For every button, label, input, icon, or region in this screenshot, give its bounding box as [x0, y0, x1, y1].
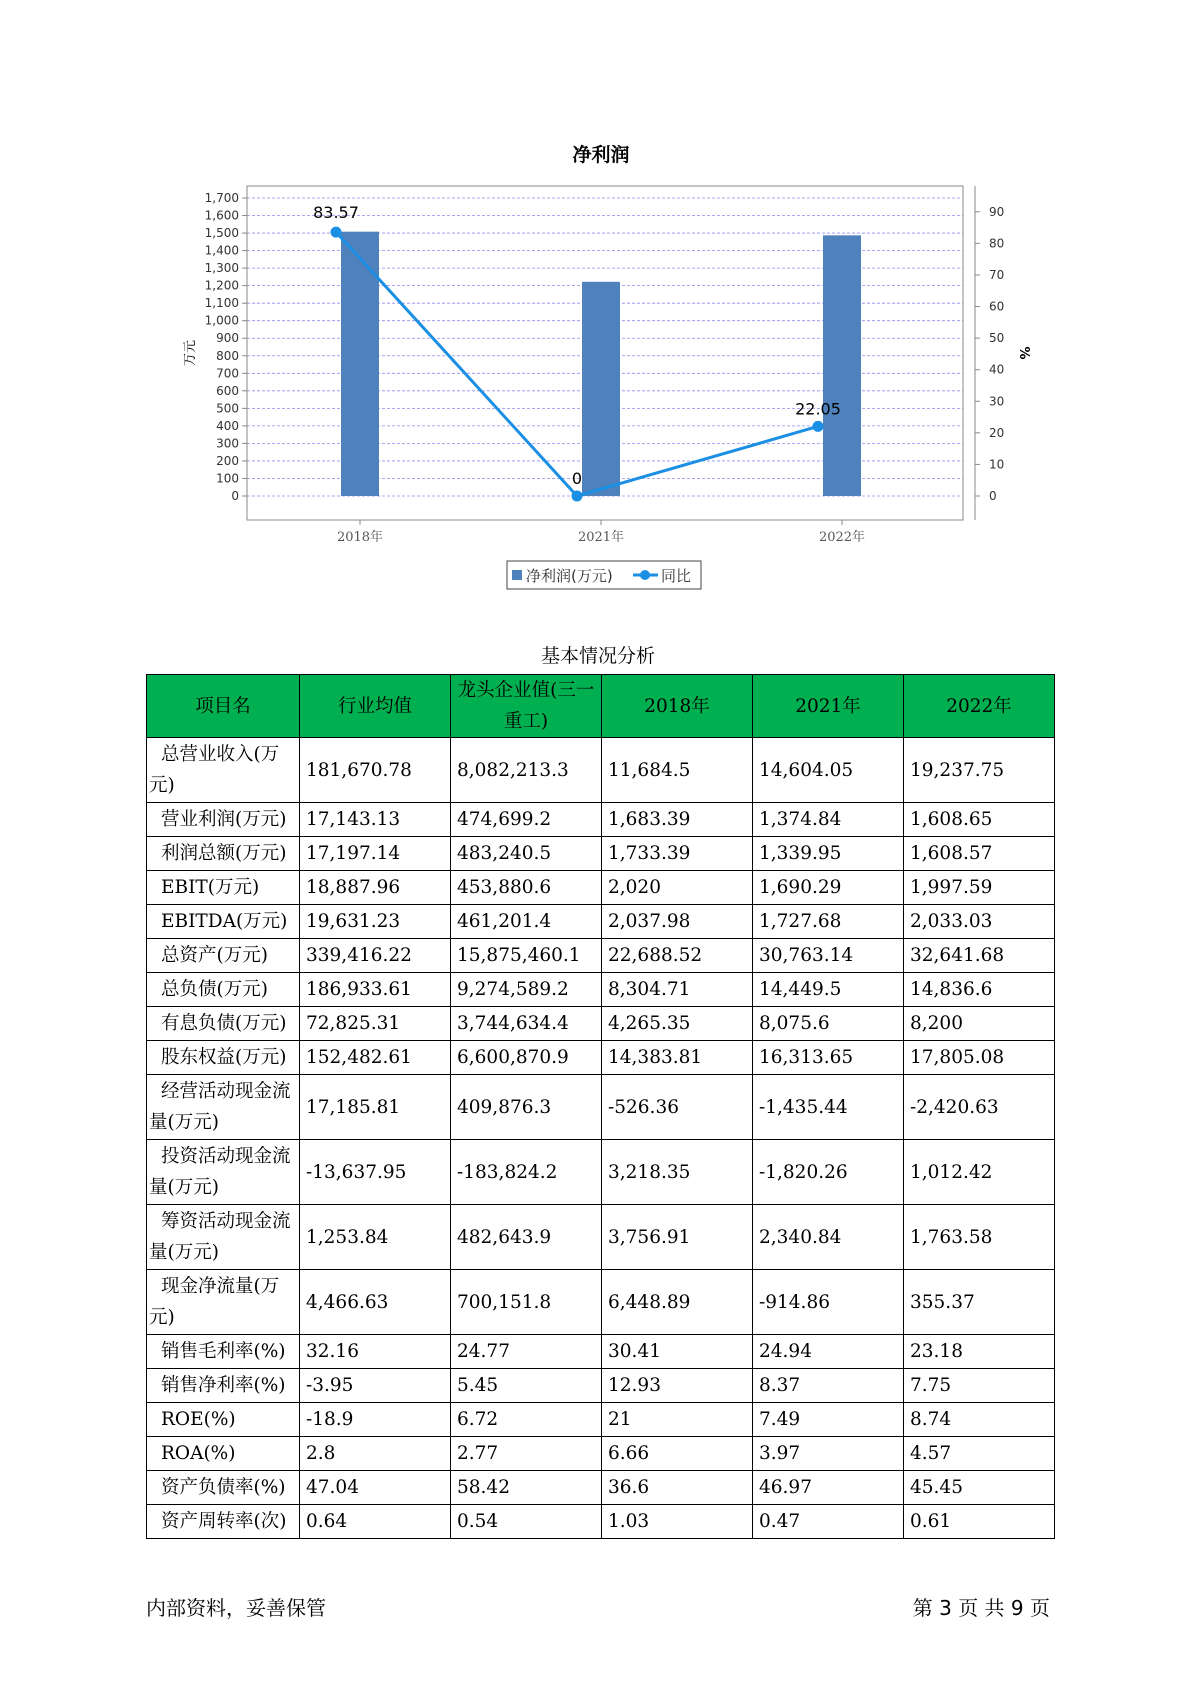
y2-tick-label: 60	[989, 299, 1005, 314]
value-cell: 12.93	[602, 1369, 753, 1403]
value-cell: 47.04	[300, 1471, 451, 1505]
y-tick-label: 100	[216, 471, 239, 486]
value-cell: 181,670.78	[300, 738, 451, 803]
basic-analysis-table	[146, 674, 1055, 1539]
table-row	[147, 738, 1055, 803]
value-cell: 453,880.6	[451, 871, 602, 905]
yoy-data-label: 0	[571, 469, 583, 488]
value-cell: 18,887.96	[300, 871, 451, 905]
legend-line-marker	[640, 570, 650, 580]
table-row	[147, 1471, 1055, 1505]
value-cell: 0.47	[753, 1505, 904, 1539]
row-label-cell: ROA(%)	[147, 1437, 300, 1471]
row-label-cell: 利润总额(万元)	[147, 837, 300, 871]
row-label-cell: EBITDA(万元)	[147, 905, 300, 939]
value-cell: 14,383.81	[602, 1041, 753, 1075]
value-cell: 2.8	[300, 1437, 451, 1471]
yoy-data-label: 22.05	[795, 399, 841, 419]
table-row	[147, 1007, 1055, 1041]
chart-yoy-line	[313, 203, 841, 501]
row-label-cell: 销售净利率(%)	[147, 1369, 300, 1403]
value-cell: 0.54	[451, 1505, 602, 1539]
table-row	[147, 803, 1055, 837]
table-header-row	[147, 675, 1055, 738]
value-cell: 6,448.89	[602, 1270, 753, 1335]
value-cell: 3,756.91	[602, 1205, 753, 1270]
value-cell: -2,420.63	[904, 1075, 1055, 1140]
value-cell: -13,637.95	[300, 1140, 451, 1205]
value-cell: 72,825.31	[300, 1007, 451, 1041]
row-label-cell: 经营活动现金流量(万元)	[147, 1075, 300, 1140]
value-cell: 482,643.9	[451, 1205, 602, 1270]
header-2018: 2018年	[602, 675, 753, 738]
value-cell: 4,265.35	[602, 1007, 753, 1041]
value-cell: 9,274,589.2	[451, 973, 602, 1007]
value-cell: 1,339.95	[753, 837, 904, 871]
value-cell: 16,313.65	[753, 1041, 904, 1075]
y-tick-label: 1,600	[204, 208, 239, 223]
table-row	[147, 1369, 1055, 1403]
value-cell: 6.66	[602, 1437, 753, 1471]
value-cell: 1,253.84	[300, 1205, 451, 1270]
y-tick-label: 1,200	[204, 278, 239, 293]
table-row	[147, 973, 1055, 1007]
value-cell: 30.41	[602, 1335, 753, 1369]
value-cell: 339,416.22	[300, 939, 451, 973]
value-cell: 8,304.71	[602, 973, 753, 1007]
row-label-cell: 资产周转率(次)	[147, 1505, 300, 1539]
value-cell: 32.16	[300, 1335, 451, 1369]
value-cell: 19,631.23	[300, 905, 451, 939]
value-cell: 19,237.75	[904, 738, 1055, 803]
table-row	[147, 939, 1055, 973]
value-cell: 2,033.03	[904, 905, 1055, 939]
value-cell: 23.18	[904, 1335, 1055, 1369]
value-cell: 17,197.14	[300, 837, 451, 871]
value-cell: 8,075.6	[753, 1007, 904, 1041]
value-cell: 1,608.57	[904, 837, 1055, 871]
table-row	[147, 1335, 1055, 1369]
yoy-point	[572, 491, 583, 502]
y-tick-label: 1,300	[204, 261, 239, 276]
value-cell: 6,600,870.9	[451, 1041, 602, 1075]
value-cell: 46.97	[753, 1471, 904, 1505]
y2-tick-label: 40	[989, 362, 1005, 377]
table-row	[147, 1075, 1055, 1140]
y-tick-label: 300	[216, 436, 239, 451]
value-cell: 7.75	[904, 1369, 1055, 1403]
header-leader-value: 龙头企业值(三一重工)	[451, 675, 602, 738]
value-cell: 355.37	[904, 1270, 1055, 1335]
table-row	[147, 1140, 1055, 1205]
value-cell: 474,699.2	[451, 803, 602, 837]
table-row	[147, 1437, 1055, 1471]
value-cell: 2,037.98	[602, 905, 753, 939]
value-cell: 3,218.35	[602, 1140, 753, 1205]
value-cell: -1,435.44	[753, 1075, 904, 1140]
yoy-data-label: 83.57	[313, 203, 359, 223]
value-cell: -18.9	[300, 1403, 451, 1437]
y-tick-label: 0	[231, 489, 239, 503]
value-cell: 3,744,634.4	[451, 1007, 602, 1041]
value-cell: 152,482.61	[300, 1041, 451, 1075]
x-tick-label: 2018年	[336, 530, 384, 545]
chart-legend	[507, 561, 701, 589]
value-cell: 0.61	[904, 1505, 1055, 1539]
chart-title: 净利润	[572, 144, 630, 166]
y2-tick-label: 10	[989, 457, 1005, 472]
y-tick-label: 1,700	[204, 191, 239, 205]
value-cell: 2,340.84	[753, 1205, 904, 1270]
value-cell: 1,012.42	[904, 1140, 1055, 1205]
y2-tick-label: 20	[989, 425, 1005, 440]
value-cell: 4.57	[904, 1437, 1055, 1471]
row-label-cell: EBIT(万元)	[147, 871, 300, 905]
value-cell: 461,201.4	[451, 905, 602, 939]
chart-bars	[341, 232, 861, 496]
value-cell: 11,684.5	[602, 738, 753, 803]
row-label-cell: 股东权益(万元)	[147, 1041, 300, 1075]
yoy-point	[331, 227, 342, 238]
row-label-cell: 销售毛利率(%)	[147, 1335, 300, 1369]
row-label-cell: 筹资活动现金流量(万元)	[147, 1205, 300, 1270]
value-cell: 45.45	[904, 1471, 1055, 1505]
yoy-line-path	[336, 232, 818, 496]
value-cell: 17,185.81	[300, 1075, 451, 1140]
row-label-cell: 营业利润(万元)	[147, 803, 300, 837]
y-tick-label: 500	[216, 401, 239, 416]
value-cell: -3.95	[300, 1369, 451, 1403]
value-cell: 1.03	[602, 1505, 753, 1539]
table-row	[147, 837, 1055, 871]
table-row	[147, 1505, 1055, 1539]
row-label-cell: ROE(%)	[147, 1403, 300, 1437]
value-cell: -1,820.26	[753, 1140, 904, 1205]
row-label-cell: 投资活动现金流量(万元)	[147, 1140, 300, 1205]
y-tick-label: 800	[216, 348, 239, 363]
legend-line-label: 同比	[661, 567, 692, 585]
header-industry-avg: 行业均值	[300, 675, 451, 738]
value-cell: 6.72	[451, 1403, 602, 1437]
value-cell: 1,690.29	[753, 871, 904, 905]
value-cell: 186,933.61	[300, 973, 451, 1007]
row-label-cell: 资产负债率(%)	[147, 1471, 300, 1505]
x-tick-label: 2021年	[577, 530, 625, 545]
y-tick-label: 1,400	[204, 243, 239, 258]
y-tick-label: 200	[216, 453, 239, 468]
y2-tick-label: 50	[989, 331, 1005, 346]
y-tick-label: 400	[216, 418, 239, 433]
y2-tick-label: 90	[989, 204, 1005, 219]
value-cell: 15,875,460.1	[451, 939, 602, 973]
y2-tick-label: 80	[989, 236, 1005, 251]
yoy-point	[813, 421, 824, 432]
y2-axis-label: %	[1016, 346, 1031, 360]
value-cell: 0.64	[300, 1505, 451, 1539]
legend-bar-label: 净利润(万元)	[526, 567, 613, 585]
value-cell: 14,836.6	[904, 973, 1055, 1007]
value-cell: 21	[602, 1403, 753, 1437]
value-cell: 24.77	[451, 1335, 602, 1369]
value-cell: 32,641.68	[904, 939, 1055, 973]
value-cell: 3.97	[753, 1437, 904, 1471]
value-cell: 8.37	[753, 1369, 904, 1403]
y-axis-label: 万元	[183, 339, 198, 367]
value-cell: 58.42	[451, 1471, 602, 1505]
value-cell: 409,876.3	[451, 1075, 602, 1140]
y2-tick-label: 30	[989, 394, 1005, 409]
table-row	[147, 1205, 1055, 1270]
header-2021: 2021年	[753, 675, 904, 738]
table-row	[147, 1403, 1055, 1437]
footer-confidential: 内部资料，妥善保管	[146, 1596, 326, 1620]
value-cell: 5.45	[451, 1369, 602, 1403]
value-cell: 1,683.39	[602, 803, 753, 837]
value-cell: 7.49	[753, 1403, 904, 1437]
value-cell: -183,824.2	[451, 1140, 602, 1205]
value-cell: 1,997.59	[904, 871, 1055, 905]
header-item-name: 项目名	[147, 675, 300, 738]
header-2022: 2022年	[904, 675, 1055, 738]
table-row	[147, 871, 1055, 905]
value-cell: 4,466.63	[300, 1270, 451, 1335]
legend-bar-swatch	[512, 570, 522, 580]
row-label-cell: 总营业收入(万元)	[147, 738, 300, 803]
footer-page-number: 第 3 页 共 9 页	[912, 1596, 1050, 1620]
value-cell: 1,763.58	[904, 1205, 1055, 1270]
value-cell: 36.6	[602, 1471, 753, 1505]
value-cell: 1,374.84	[753, 803, 904, 837]
value-cell: 700,151.8	[451, 1270, 602, 1335]
value-cell: 14,449.5	[753, 973, 904, 1007]
y-tick-label: 1,100	[204, 296, 239, 311]
x-tick-label: 2022年	[818, 530, 866, 545]
value-cell: 1,733.39	[602, 837, 753, 871]
value-cell: 2,020	[602, 871, 753, 905]
y-tick-label: 1,000	[204, 313, 239, 328]
value-cell: 1,608.65	[904, 803, 1055, 837]
y2-tick-label: 0	[989, 489, 997, 503]
y-tick-label: 600	[216, 383, 239, 398]
bar-2021年	[582, 282, 620, 496]
net-profit-chart	[0, 0, 1191, 620]
table-row	[147, 1270, 1055, 1335]
y-tick-label: 900	[216, 331, 239, 346]
value-cell: 22,688.52	[602, 939, 753, 973]
value-cell: 1,727.68	[753, 905, 904, 939]
value-cell: 14,604.05	[753, 738, 904, 803]
row-label-cell: 总资产(万元)	[147, 939, 300, 973]
table-row	[147, 1041, 1055, 1075]
y-tick-label: 700	[216, 366, 239, 381]
row-label-cell: 现金净流量(万元)	[147, 1270, 300, 1335]
row-label-cell: 有息负债(万元)	[147, 1007, 300, 1041]
value-cell: 8,082,213.3	[451, 738, 602, 803]
y2-tick-label: 70	[989, 267, 1005, 282]
table-caption: 基本情况分析	[540, 645, 655, 667]
value-cell: 8.74	[904, 1403, 1055, 1437]
y-tick-label: 1,500	[204, 226, 239, 241]
row-label-cell: 总负债(万元)	[147, 973, 300, 1007]
value-cell: 17,805.08	[904, 1041, 1055, 1075]
value-cell: 17,143.13	[300, 803, 451, 837]
value-cell: 24.94	[753, 1335, 904, 1369]
value-cell: 8,200	[904, 1007, 1055, 1041]
value-cell: 2.77	[451, 1437, 602, 1471]
table-row	[147, 905, 1055, 939]
value-cell: 483,240.5	[451, 837, 602, 871]
value-cell: -526.36	[602, 1075, 753, 1140]
value-cell: -914.86	[753, 1270, 904, 1335]
bar-2022年	[823, 235, 861, 496]
value-cell: 30,763.14	[753, 939, 904, 973]
